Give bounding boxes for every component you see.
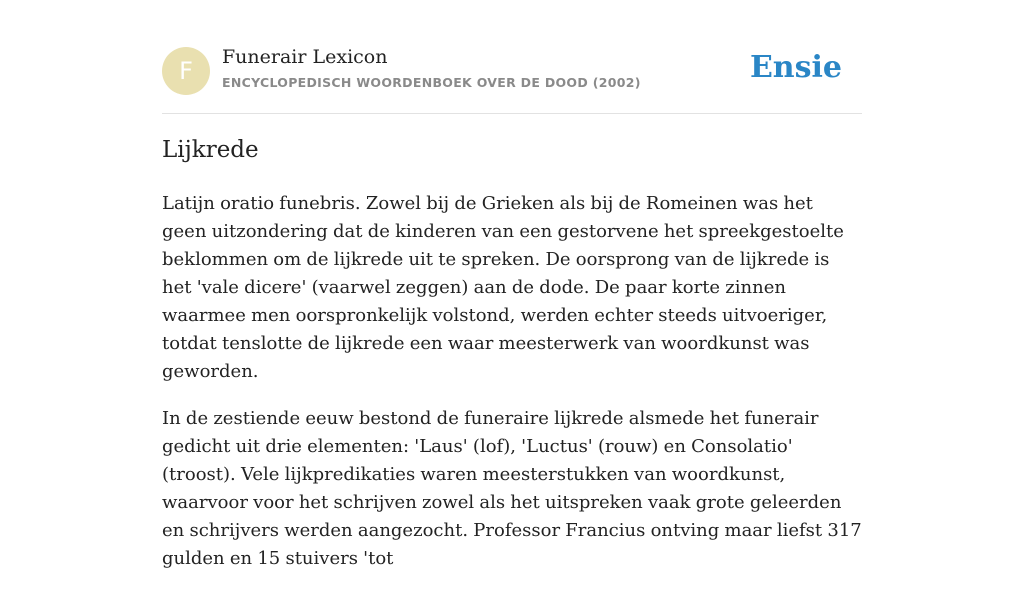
entry-paragraph: In de zestiende eeuw bestond de funeraire lijkrede alsmede het funerair gedicht uit drie elementen: 'Laus' (lof), 'Luctus' (rouw) en Consolatio' (troost). Vele lijkpredikaties waren meesterstukken van woordkunst, waarvoor voor het schrijven zowel als het uitspreken vaak grote geleerden en schrijvers werden aangezocht. Professor Francius ontving maar liefst 317 gulden en 15 stuivers 'tot — [162, 408, 862, 569]
lexicon-subtitle: ENCYCLOPEDISCH WOORDENBOEK OVER DE DOOD (2002) — [222, 75, 641, 90]
ensie-logo[interactable]: Ensie — [749, 50, 842, 85]
lexicon-title[interactable]: Funerair Lexicon — [222, 46, 388, 68]
lexicon-avatar[interactable]: F — [162, 47, 210, 95]
entry-paragraph: Latijn oratio funebris. Zowel bij de Grieken als bij de Romeinen was het geen uitzondering dat de kinderen van een gestorvene het spreekgestoelte beklommen om de lijkrede uit te spreken. De oorsprong van de lijkrede is het 'vale dicere' (vaarwel zeggen) aan de dode. De paar korte zinnen waarmee men oorspronkelijk volstond, werden echter steeds uitvoeriger, totdat tenslotte de lijkrede een waar meesterwerk van woordkunst was geworden. — [162, 193, 844, 382]
entry-title: Lijkrede — [162, 137, 259, 163]
entry-body — [162, 190, 862, 592]
site-header — [162, 40, 862, 114]
